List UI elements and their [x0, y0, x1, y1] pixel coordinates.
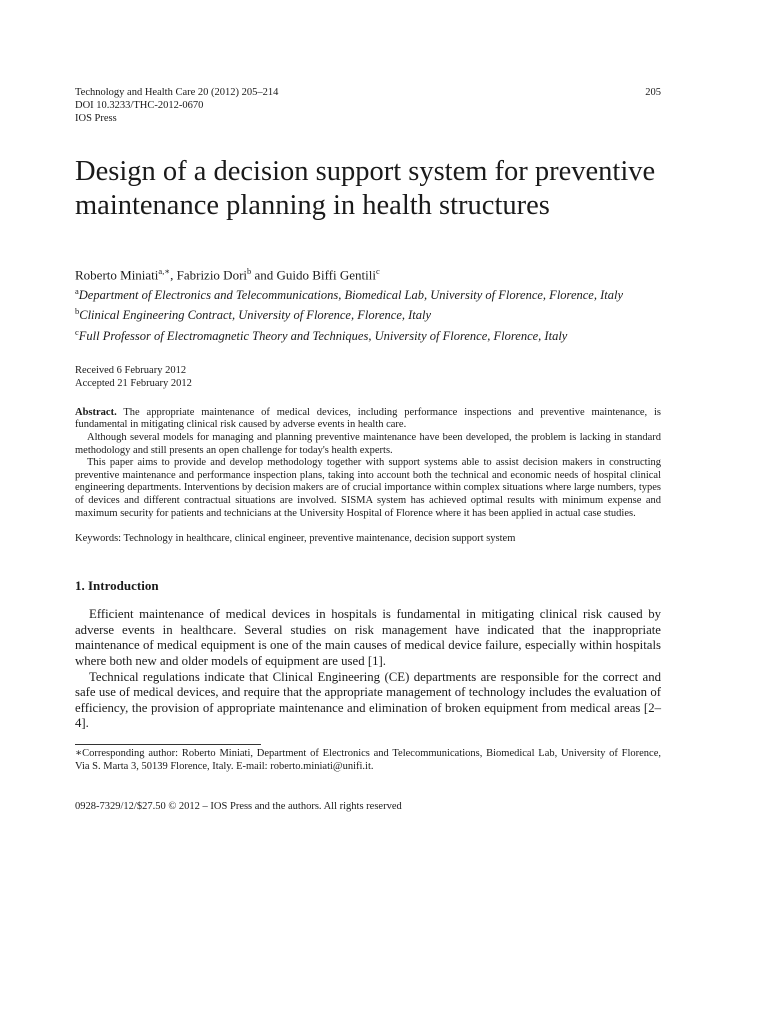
abstract-text: The appropriate maintenance of medical devices, including performance inspections and preventive maintenance, is fundamental in mitigating clinical risk caused by adverse events in health care.	[75, 406, 662, 431]
copyright-line: 0928-7329/12/$27.50 © 2012 – IOS Press and the authors. All rights reserved	[75, 800, 402, 812]
affiliation	[75, 303, 661, 323]
affiliation-text: Clinical Engineering Contract, University of Florence, Florence, Italy	[79, 308, 432, 323]
paper-page	[75, 86, 661, 813]
author-superscript: b	[247, 266, 252, 276]
author-superscript: c	[375, 266, 380, 276]
author-separator: ,	[170, 267, 177, 283]
journal-citation: Technology and Health Care 20 (2012) 205–214	[75, 87, 279, 98]
affiliation-marker: b	[75, 306, 80, 317]
abstract-label: Abstract.	[75, 406, 117, 418]
abstract	[75, 407, 661, 520]
accepted-date: Accepted 21 February 2012	[75, 378, 192, 390]
author-superscript: a,∗	[158, 266, 171, 276]
received-date: Received 6 February 2012	[75, 364, 187, 376]
affiliation-marker: a	[75, 286, 79, 297]
publisher: IOS Press	[75, 113, 117, 124]
author-name: Fabrizio Dori	[176, 267, 248, 283]
author-name: Guido Biffi Gentili	[276, 267, 376, 283]
paper-title: Design of a decision support system for preventive maintenance planning in health structures	[75, 156, 656, 221]
abstract-paragraph	[75, 407, 661, 432]
affiliation	[75, 324, 661, 344]
page-number: 205	[645, 87, 661, 98]
dates-block	[75, 364, 661, 391]
affiliation	[75, 283, 661, 303]
author-name: Roberto Miniati	[75, 267, 159, 283]
affiliation-list	[75, 283, 661, 343]
section-body	[75, 607, 661, 732]
author-separator: and	[251, 267, 277, 283]
body-paragraph: Technical regulations indicate that Clinical Engineering (CE) departments are responsible for the correct and safe use of medical devices, and require that the appropriate management of technology includes the evaluation of efficiency, the provision of appropriate maintenance and elimination of broken equipment from medical areas [2–4].	[75, 669, 661, 731]
footnote: ∗Corresponding author: Roberto Miniati, Department of Electronics and Telecommunications, Biomedical Lab, University of Florence, Via S. Marta 3, 50139 Florence, Italy. E-mail: roberto.miniati@unifi.it.	[75, 747, 661, 772]
abstract-paragraph: This paper aims to provide and develop methodology together with support systems able to assist decision makers in constructing preventive maintenance and performance inspection plans, taking into account both the technical and economic needs of hospital clinical engineering departments. Interventions by decision makers are of crucial importance within complex situations where large numbers, types of devices and different contractual situations are involved. SISMA system has achieved optimal results with minimum expense and maximum security for patients and technicians at the University Hospital of Florence where it has been applied in actual case studies.	[75, 457, 661, 519]
affiliation-marker: c	[75, 326, 79, 337]
affiliation-text: Full Professor of Electromagnetic Theory and Techniques, University of Florence, Florence, Italy	[78, 328, 568, 343]
running-header	[75, 86, 661, 125]
doi: DOI 10.3233/THC-2012-0670	[75, 100, 204, 111]
affiliation-text: Department of Electronics and Telecommunications, Biomedical Lab, University of Florence, Florence, Italy	[78, 288, 623, 303]
section-heading: 1. Introduction	[75, 578, 159, 594]
keywords: Keywords: Technology in healthcare, clinical engineer, preventive maintenance, decision support system	[75, 533, 516, 545]
body-paragraph: Efficient maintenance of medical devices in hospitals is fundamental in mitigating clinical risk caused by adverse events in healthcare. Several studies on risk management have indicated that the inappropriate maintenance of medical equipment is one of the main causes of medical device failure, especially within hospitals where both new and older models of equipment are used [1].	[75, 607, 661, 668]
author-list	[75, 263, 661, 283]
abstract-paragraph: Although several models for managing and planning preventive maintenance have been developed, the problem is lacking in standard methodology and still presents an open challenge for today's health experts.	[75, 431, 661, 456]
footnote-rule	[75, 744, 261, 745]
